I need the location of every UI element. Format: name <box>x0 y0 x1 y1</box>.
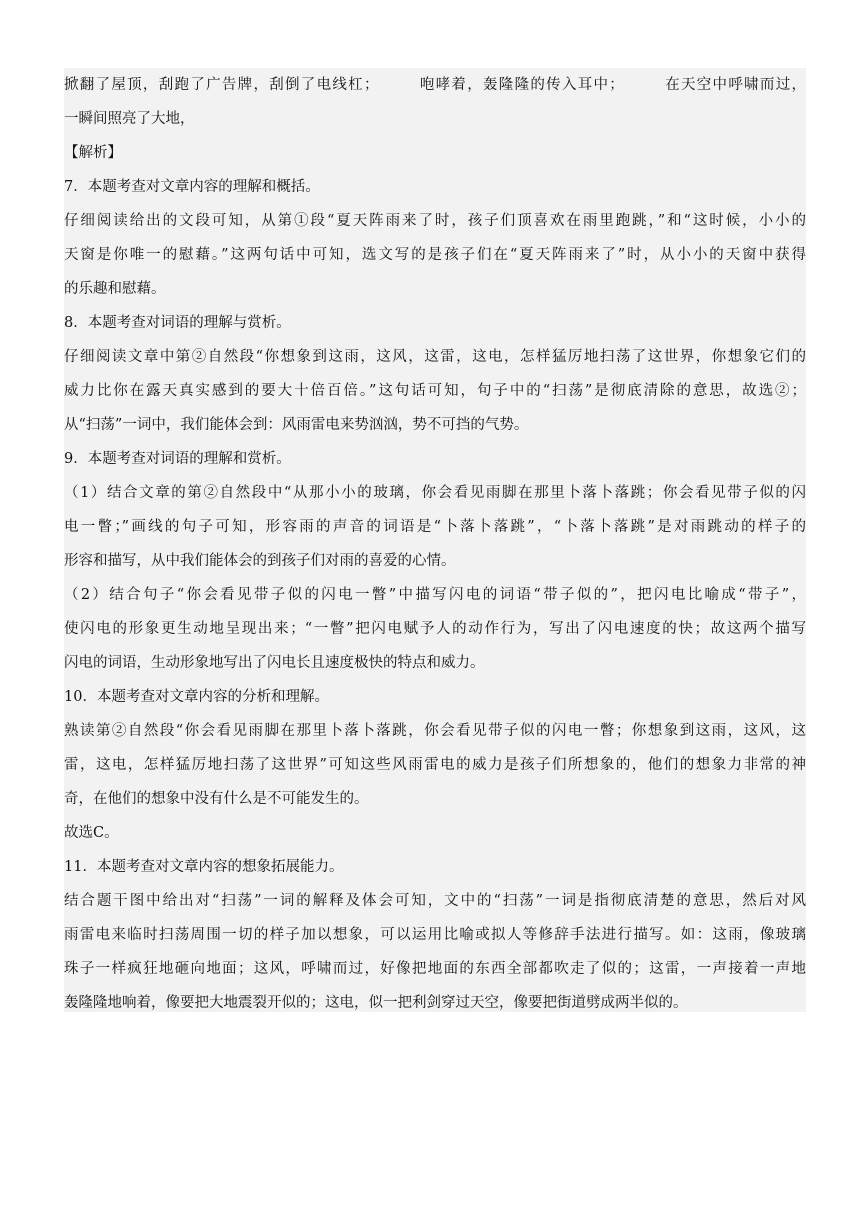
text-line: 珠子一样疯狂地砸向地面；这风，呼啸而过，好像把地面的东西全部都吹走了似的；这雷，一声接着一声地 <box>64 961 806 977</box>
text-line: 仔细阅读文章中第②自然段“你想象到这雨，这风，这雷，这电，怎样猛厉地扫荡了这世界，你想象它们的 <box>64 349 806 365</box>
text-line: 故选C。 <box>64 825 119 841</box>
text-line: 熟读第②自然段“你会看见雨脚在那里卜落卜落跳，你会看见带子似的闪电一瞥；你想象到这雨，这风，这 <box>64 723 806 739</box>
text-line: 轰隆隆地响着，像要把大地震裂开似的；这电，似一把利剑穿过天空，像要把街道劈成两半似的。 <box>64 995 688 1011</box>
text-line: 仔细阅读给出的文段可知，从第①段“夏天阵雨来了时，孩子们顶喜欢在雨里跑跳，”和“这时候，小小的 <box>64 213 806 229</box>
text-line: 从“扫荡”一词中，我们能体会到：风雨雷电来势汹汹，势不可挡的气势。 <box>64 417 529 433</box>
text-line: 奇，在他们的想象中没有什么是不可能发生的。 <box>64 791 369 807</box>
text-line: 雨雷电来临时扫荡周围一切的样子加以想象，可以运用比喻或拟人等修辞手法进行描写。如：这雨，像玻璃 <box>64 927 806 943</box>
text-line: 形容和描写，从中我们能体会的到孩子们对雨的喜爱的心情。 <box>64 553 456 569</box>
question-heading: 10．本题考查对文章内容的分析和理解。 <box>64 689 329 705</box>
text-line: 电一瞥；”画线的句子可知，形容雨的声音的词语是“卜落卜落跳”，“卜落卜落跳”是对雨跳动的样子的 <box>64 519 806 535</box>
question-heading: 9．本题考查对词语的理解和赏析。 <box>64 451 291 467</box>
text-line: 雷，这电，怎样猛厉地扫荡了这世界”可知这些风雨雷电的威力是孩子们所想象的，他们的想象力非常的神 <box>64 757 806 773</box>
answer-analysis-section <box>64 68 806 1012</box>
text-line: （1）结合文章的第②自然段中“从那小小的玻璃，你会看见雨脚在那里卜落卜落跳；你会看见带子似的闪 <box>64 485 806 501</box>
text-line: 一瞬间照亮了大地， <box>64 111 195 127</box>
section-heading: 【解析】 <box>64 145 122 161</box>
question-heading: 7．本题考查对文章内容的理解和概括。 <box>64 179 320 195</box>
text-line: 闪电的词语，生动形象地写出了闪电长且速度极快的特点和威力。 <box>64 655 485 671</box>
text-line: 的乐趣和慰藉。 <box>64 281 166 297</box>
text-line: 天窗是你唯一的慰藉。”这两句话中可知，选文写的是孩子们在“夏天阵雨来了”时，从小小的天窗中获得 <box>64 247 806 263</box>
question-heading: 8．本题考查对词语的理解与赏析。 <box>64 315 291 331</box>
text-line: （2）结合句子“你会看见带子似的闪电一瞥”中描写闪电的词语“带子似的”，把闪电比喻成“带子”， <box>64 587 806 603</box>
text-line: 威力比你在露天真实感到的要大十倍百倍。”这句话可知，句子中的“扫荡”是彻底清除的意思，故选②； <box>64 383 806 399</box>
text-line: 使闪电的形象更生动地呈现出来；“一瞥”把闪电赋予人的动作行为，写出了闪电速度的快；故这两个描写 <box>64 621 806 637</box>
text-line: 结合题干图中给出对“扫荡”一词的解释及体会可知，文中的“扫荡”一词是指彻底清楚的意思，然后对风 <box>64 893 806 909</box>
question-heading: 11．本题考查对文章内容的想象拓展能力。 <box>64 859 344 875</box>
text-line: 掀翻了屋顶，刮跑了广告牌，刮倒了电线杠； 咆哮着，轰隆隆的传入耳中； 在天空中呼啸而过， <box>64 77 806 93</box>
